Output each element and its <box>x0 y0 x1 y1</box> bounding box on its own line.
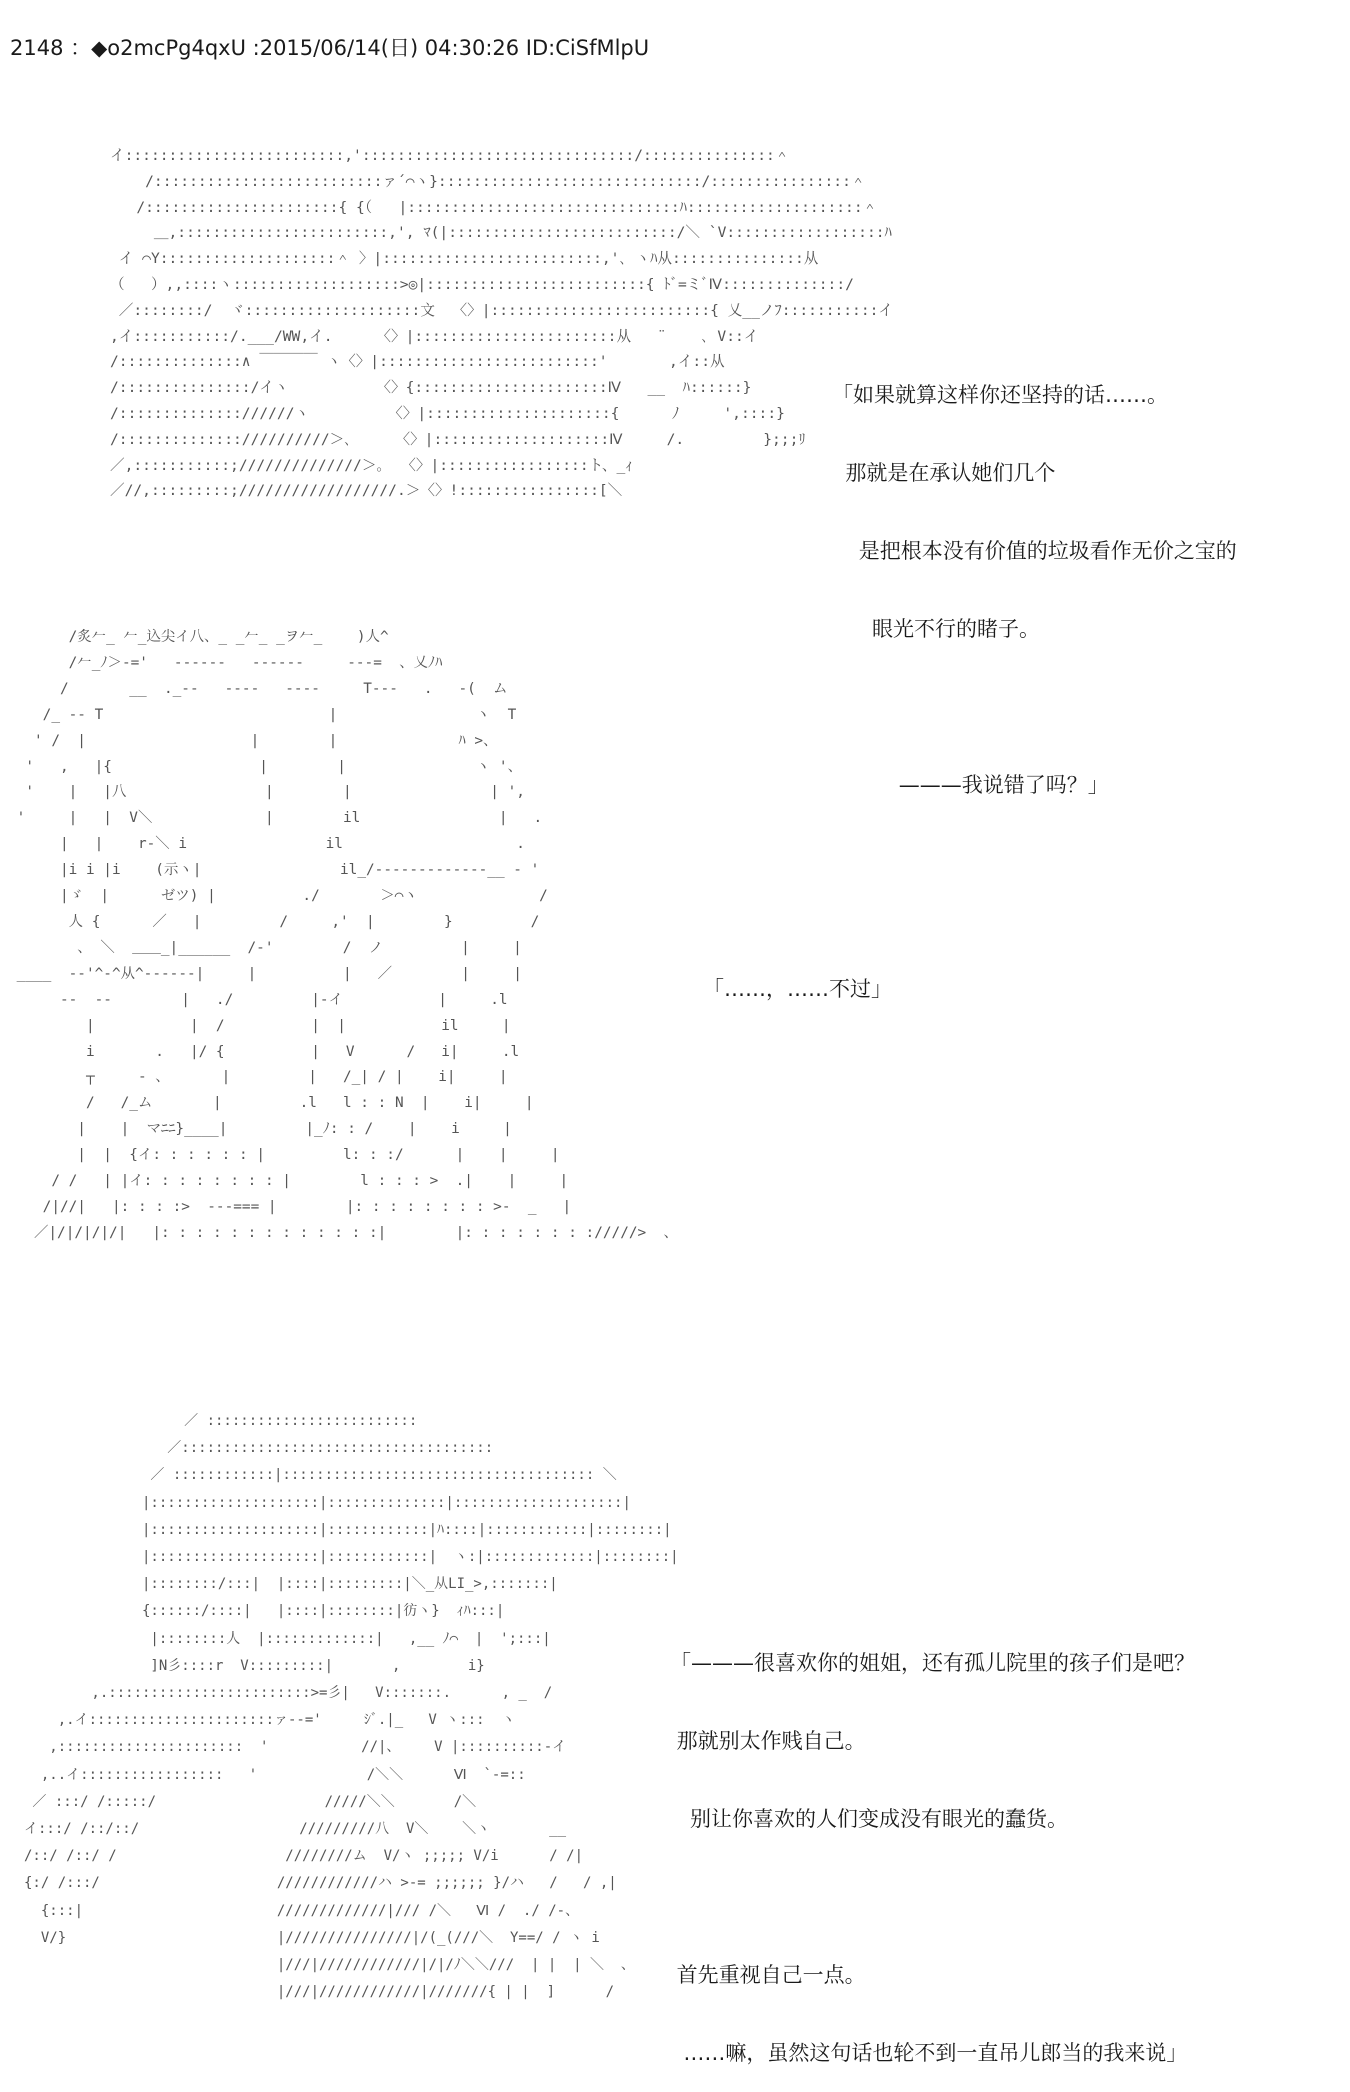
ascii-art-panel-3: ／ ::::::::::::::::::::::::: ／::::::::::::::::::::::::::::::::::::: ／ ::::::::::::|::::::::::::::::::::::::::::::::::::: ＼ |::::::::::::::::::::|::::::::::::::|::::::::::::::::::::| |::::::::::::::::::::|::::::::::::|ﾊ::::|::::::::::::|::::::::| |::::::::::::::::::::|::::::::::::| ヽ:|:::::::::::::|::::::::| |::::::::/:::| |::::|:::::::::|＼_从LI_>,:::::::| {::::::/::::| |::::|::::::::|彷ヽ} ｨﾊ:::| |::::::::人 |:::::::::::::| ,__ ﾉ⌒ | ';:::| ]N彡::::r V:::::::::| , i} ,.::::::::::::::::::::::::>=彡| V:::::::. , _ / ,.イ::::::::::::::::::::::ァ‐‐=' ｼﾞ.|_ V ヽ::: ヽ ,:::::::::::::::::::::: ' //|、 V |::::::::::-イ ,..イ::::::::::::::::: ' /＼＼ Ⅵ `‐=:: ／ :::/ /:::::/ /////＼＼ /＼ イ:::/ /::/::/ /////////八 V＼ ＼ヽ __ /::/ /::/ / ////////ム V/ヽ ;;;;; V/i / /| {:/ /:::/ ////////////ハ >‐= ;;;;;; }/ハ / / ,| {:::| /////////////|/// /＼ Ⅵ / ./ /‐、 V/} |///////////////|/(_(///＼ Y==/ / ヽ i |///|////////////|/|/ﾉ＼＼/// | | | ＼ 、 |///|////////////|///////{ | | ] / <box>24 1413 679 2001</box>
dialogue-line: 「———很喜欢你的姐姐，还有孤儿院里的孩子们是吧？ <box>670 1651 1195 1675</box>
ascii-art-panel-1: イ:::::::::::::::::::::::::,':::::::::::::::::::::::::::::::/:::::::::::::::＾ /::::::::::::::::::::::::::ァ´⌒ヽ}::::::::::::::::::::::::::::::/::::::::::::::::＾ /::::::::::::::::::::::{ {（ |:::::::::::::::::::::::::::::::ﾊ::::::::::::::::::::＾ ＿,::::::::::::::::::::::::,', ﾏ(|::::::::::::::::::::::::::/＼ `V::::::::::::::::::ﾊ イ ⌒Y::::::::::::::::::::＾ 〉|:::::::::::::::::::::::::,'､ ヽﾊ从:::::::::::::::从 （ ）,,::::ヽ:::::::::::::::::::>◎|:::::::::::::::::::::::::{ ﾄﾞ=ミﾞⅣ::::::::::::::/ ／::::::::/ ヾ::::::::::::::::::::文 〈〉|:::::::::::::::::::::::::{ 乂__ノﾌ:::::::::::イ ,イ:::::::::::/.___/WW,イ. 〈〉|:::::::::::::::::::::::从 ¨ ､ V::イ /::::::::::::::∧ ￣￣￣￣ ヽ〈〉|:::::::::::::::::::::::::' ,イ::从 /:::::::::::::::/イヽ 〈〉{::::::::::::::::::::::Ⅳ __ ﾊ::::::} /:::::::::::::://////ヽ 〈〉|:::::::::::::::::::::{ ﾉ ',::::} /:::::::::::::://////////＞､ 〈〉|::::::::::::::::::::Ⅳ /. };;;ﾘ ／,:::::::::::;//////////////＞｡ 〈〉|:::::::::::::::::ト、_ｨ ／//,:::::::::;//////////////////.＞〈〉!::::::::::::::::[＼ <box>110 147 894 500</box>
dialogue-line: 「……，……不过」 <box>703 977 892 1001</box>
dialogue-line: 别让你喜欢的人们变成没有眼光的蠢货。 <box>670 1807 1069 1831</box>
dialogue-line: 眼光不行的睹子。 <box>832 617 1041 641</box>
dialogue-line: 首先重视自己一点。 <box>670 1963 866 1987</box>
dialogue-line: 那就是在承认她们几个 <box>832 461 1056 485</box>
post-header: 2148 ：◆o2mcPg4qxU :2015/06/14(日) 04:30:26 ID:CiSfMlpU <box>10 36 650 60</box>
dialogue-line: 「如果就算这样你还坚持的话……。 <box>832 383 1168 407</box>
ascii-art-panel-2: /炙𠂉_ 𠂉_込尖イ八、_ _𠂉_ _ヲ𠂉_ )人^ /𠂉_ﾉ＞-=' ‐‐‐‐‐‐ ‐‐‐‐‐‐ ‐‐‐= 、乂ﾉﾊ / __ ._‐‐ ‐‐‐‐ ‐‐‐‐ T‐‐‐ . -( ム /_ ‐‐ T | ヽ T ' / | | | ﾊ >、 ' , |{ | | ヽ '、 ' | |八 | | | ', ' | | V＼ | il | . | | r‐＼ i il . |i i |i (示ヽ| il_/‐‐‐‐‐‐‐‐‐‐‐‐‐__ - ' |ゞ | ゼツ) | ./ ＞⌒ヽ / 人 { ／ | / ,' | } / 、 ＼ ＿＿_|______ /-' / ノ | | ____ ‐‐'^‐^从^‐‐‐‐‐‐| | | ／ | | ‐‐ ‐‐ | ./ |‐イ | .l | | / | | il | i . |/ { | V / i| .l ┬ ‐ 、 | | /_| / | i| | / /_ム | .l l : : N | i| | | | マﾆﾆ}____| |_ﾉ: : / | i | | | {イ: : : : : : | l: : :/ | | | / / | |イ: : : : : : : : | l : : : > .| | | /|//| |: : : :> ‐‐‐=== | |: : : : : : : : >‐ _ | ／|/|/|/|/| |: : : : : : : : : : : : :| |: : : : : : : ://///> 、 <box>16 629 678 1241</box>
dialogue-line <box>832 694 1237 720</box>
dialogue-block-3 <box>670 1598 1195 2092</box>
dialogue-line: 是把根本没有价值的垃圾看作无价之宝的 <box>832 539 1237 563</box>
dialogue-line <box>670 1884 1195 1910</box>
dialogue-line: ———我说错了吗？」 <box>832 773 1109 797</box>
dialogue-block-2 <box>703 924 892 1028</box>
dialogue-block-1 <box>832 330 1237 824</box>
dialogue-line: ……嘛，虽然这句话也轮不到一直吊儿郎当的我来说」 <box>670 2041 1188 2065</box>
dialogue-line: 那就别太作贱自己。 <box>670 1729 866 1753</box>
